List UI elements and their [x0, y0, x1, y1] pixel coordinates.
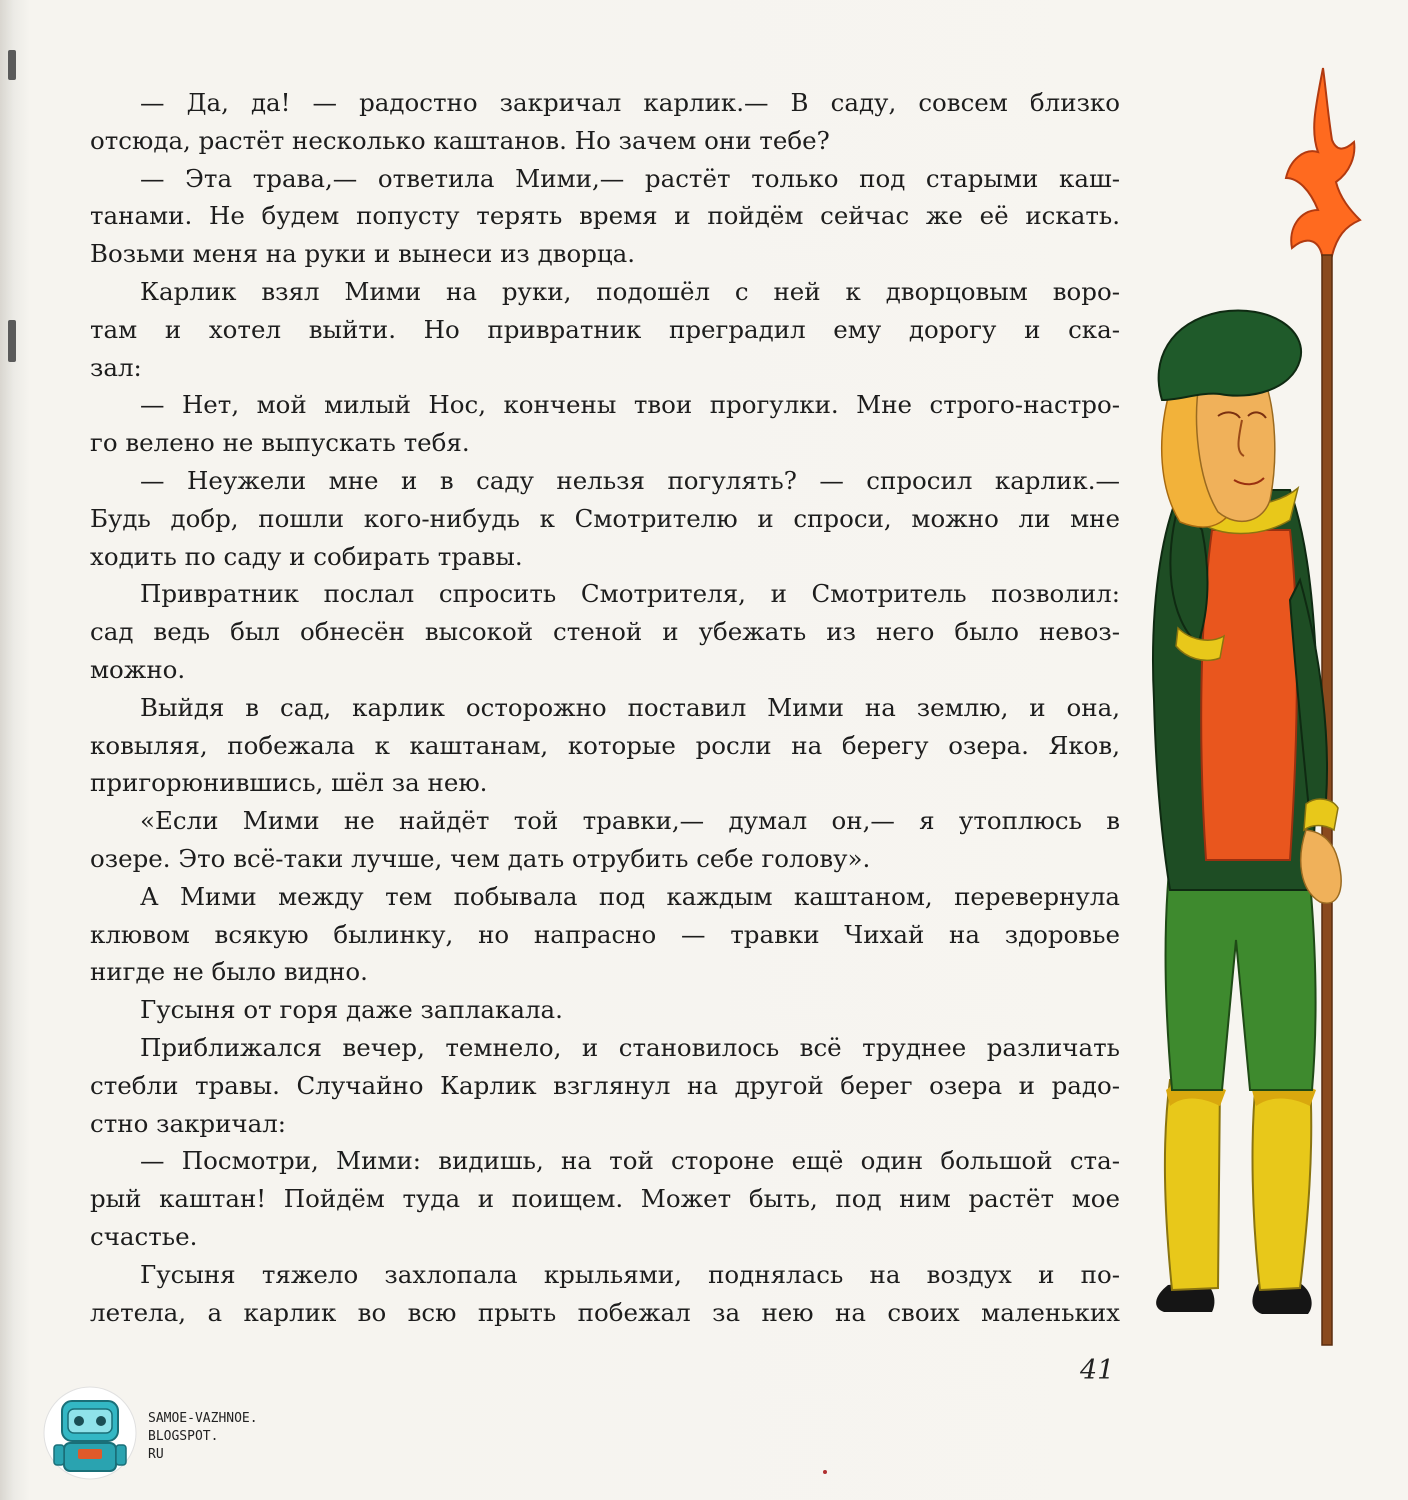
watermark-line: SAMOE-VAZHNOE. — [148, 1411, 258, 1426]
text-line: «Если Мими не найдёт той травки,— думал он,— я утоплюсь в — [140, 806, 1120, 836]
text-line: нигде не было видно. — [90, 957, 368, 987]
text-line: клювом всякую былинку, но напрасно — травки Чихай на здоровье — [90, 919, 1120, 949]
text-line: зал: — [90, 352, 142, 382]
story-text — [90, 84, 1120, 1331]
text-line: Привратник послал спросить Смотрителя, и Смотритель позволил: — [140, 579, 1120, 609]
halberd-blade — [1286, 68, 1360, 260]
text-line: Гусыня тяжело захлопала крыльями, поднялась на воздух и по- — [140, 1259, 1120, 1289]
text-line: — Да, да! — радостно закричал карлик.— В саду, совсем близко — [140, 88, 1120, 117]
text-line: А Мими между тем побывала под каждым каштаном, перевернула — [140, 881, 1120, 911]
robot-logo-icon — [42, 1385, 138, 1481]
guard-tunic — [1201, 530, 1297, 860]
text-line: можно. — [90, 654, 186, 684]
text-line: Будь добр, пошли кого-нибудь к Смотрителю и спроси, можно ли мне — [90, 503, 1120, 533]
guard-hat — [1159, 311, 1301, 400]
text-line: — Нет, мой милый Нос, кончены твои прогулки. Мне строго-настро- — [140, 390, 1120, 420]
text-line: отсюда, растёт несколько каштанов. Но зачем они тебе? — [90, 125, 830, 155]
text-line: ходить по саду и собирать травы. — [90, 541, 523, 571]
text-line: Карлик взял Мими на руки, подошёл с ней к дворцовым воро- — [140, 276, 1120, 306]
page-number: 41 — [1080, 1355, 1115, 1386]
text-line: го велено не выпускать тебя. — [90, 428, 470, 458]
text-line: озере. Это всё-таки лучше, чем дать отрубить себе голову». — [90, 843, 871, 873]
watermark-line: BLOGSPOT. — [148, 1429, 219, 1444]
guard-stocking-right — [1253, 1080, 1312, 1290]
text-line: пригорюнившись, шёл за нею. — [90, 768, 488, 798]
text-line: — Посмотри, Мими: видишь, на той стороне ещё один большой ста- — [140, 1146, 1120, 1176]
guard-with-halberd-illustration — [1140, 60, 1380, 1360]
text-line: стебли травы. Случайно Карлик взглянул на другой берег озера и радо- — [90, 1070, 1120, 1100]
guard-cuff-right — [1304, 799, 1338, 830]
text-line: ковыляя, побежала к каштанам, которые росли на берегу озера. Яков, — [90, 730, 1120, 760]
watermark-line: RU — [148, 1447, 164, 1462]
paper-speck — [823, 1470, 827, 1474]
text-line: Возьми меня на руки и вынеси из дворца. — [90, 239, 636, 269]
guard-stocking-left — [1165, 1080, 1220, 1290]
guard-pants — [1166, 860, 1316, 1090]
text-line: стно закричал: — [90, 1108, 287, 1138]
text-line: танами. Не будем попусту терять время и пойдём сейчас же её искать. — [90, 201, 1120, 231]
text-line: сад ведь был обнесён высокой стеной и убежать из него было невоз- — [90, 617, 1120, 647]
text-line: — Неужели мне и в саду нельзя погулять? — спросил карлик.— — [140, 465, 1120, 495]
watermark-text — [148, 1410, 258, 1464]
text-line: там и хотел выйти. Но привратник преградил ему дорогу и ска- — [90, 314, 1120, 344]
text-line: — Эта трава,— ответила Мими,— растёт только под старыми каш- — [140, 163, 1120, 193]
text-line: летела, а карлик во всю прыть побежал за нею на своих маленьких — [90, 1297, 1120, 1327]
binding-mark — [8, 320, 16, 362]
text-line: Приближался вечер, темнело, и становилось всё труднее различать — [140, 1032, 1120, 1062]
binding-mark — [8, 50, 16, 80]
text-line: Выйдя в сад, карлик осторожно поставил Мими на землю, и она, — [140, 692, 1120, 722]
text-line: Гусыня от горя даже заплакала. — [140, 995, 563, 1025]
text-line: рый каштан! Пойдём туда и поищем. Может быть, под ним растёт мое — [90, 1184, 1120, 1214]
text-line: счастье. — [90, 1221, 198, 1251]
